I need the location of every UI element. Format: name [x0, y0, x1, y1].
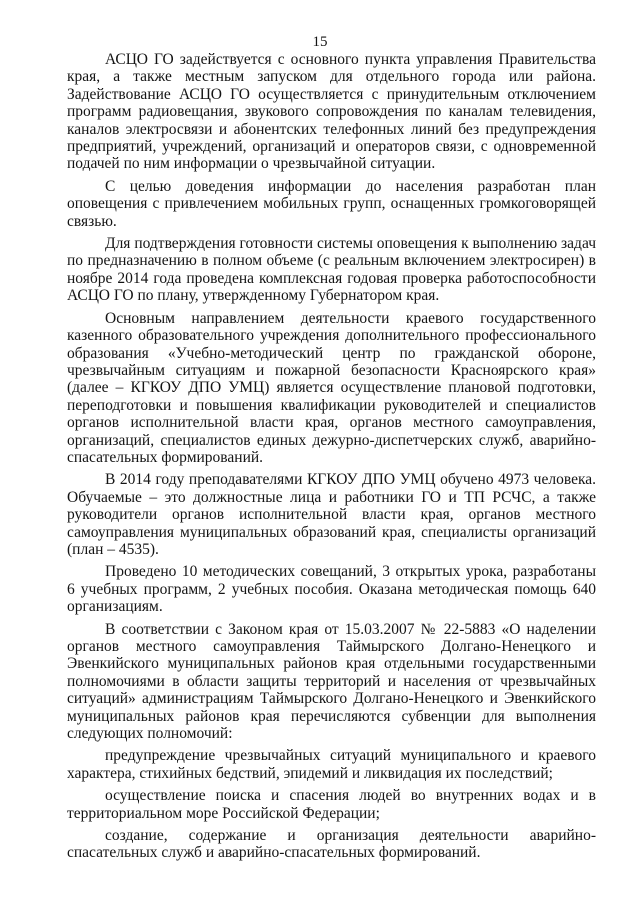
paragraph-methodical-work: Проведено 10 методических совещаний, 3 открытых урока, разработаны 6 учебных программ, 2 учебных пособия. Оказана методическая помощь 640 организациям. [67, 563, 596, 616]
paragraph-asco-activation: АСЦО ГО задействуется с основного пункта управления Правительства края, а также местным запуском для отдельного города или района. Задействование АСЦО ГО осуществляется с принудительным отключением программ радиовещания, звукового сопровождения по каналам телевидения, каналов электросвязи и абонентских телефонных линий без предупреждения предприятий, учреждений, организаций и операторов связи, с одновременной подачей по ним информации о чрезвычайной ситуации. [67, 51, 596, 173]
list-item-rescue-services: создание, содержание и организация деятельности аварийно-спасательных служб и аварийно-спасательных формирований. [67, 827, 596, 862]
paragraph-training-results: В 2014 году преподавателями КГКОУ ДПО УМЦ обучено 4973 человека. Обучаемые – это должностные лица и работники ГО и ТП РСЧС, а также руководители органов исполнительной власти края, органов местного самоуправления муниципальных образований края, специалисты организаций (план – 4535). [67, 471, 596, 558]
list-item-prevention: предупреждение чрезвычайных ситуаций муниципального и краевого характера, стихийных бедствий, эпидемий и ликвидация их последствий; [67, 747, 596, 782]
page-number: 15 [312, 34, 328, 50]
paragraph-notification-plan: С целью доведения информации до населения разработан план оповещения с привлечением мобильных групп, оснащенных громкоговорящей связью. [67, 177, 596, 230]
paragraph-readiness-check: Для подтверждения готовности системы оповещения к выполнению задач по предназначению в полном объеме (с реальным включением электросирен) в ноябре 2014 года проведена комплексная годовая проверка работоспособности АСЦО ГО по плану, утвержденному Губернатором края. [67, 235, 596, 305]
paragraph-training-center: Основным направлением деятельности краевого государственного казенного образовательного учреждения дополнительного профессионального образования «Учебно-методический центр по гражданской обороне, чрезвычайным ситуациям и пожарной безопасности Красноярского края» (далее – КГКОУ ДПО УМЦ) является осуществление плановой подготовки, переподготовки и повышения квалификации руководителей и специалистов органов исполнительной власти края, органов местного самоуправления, организаций, специалистов единых дежурно-диспетчерских служб, аварийно-спасательных формирований. [67, 309, 596, 466]
list-item-search-rescue: осуществление поиска и спасения людей во внутренних водах и в территориальном море Российской Федерации; [67, 787, 596, 822]
document-body [67, 51, 596, 867]
paragraph-law-subventions: В соответствии с Законом края от 15.03.2007 № 22-5883 «О наделении органов местного самоуправления Таймырского Долгано-Ненецкого и Эвенкийского муниципальных районов края отдельными государственными полномочиями в области защиты территорий и населения от чрезвычайных ситуаций» администрациям Таймырского Долгано-Ненецкого и Эвенкийского муниципальных районов края перечисляются субвенции для выполнения следующих полномочий: [67, 620, 596, 743]
